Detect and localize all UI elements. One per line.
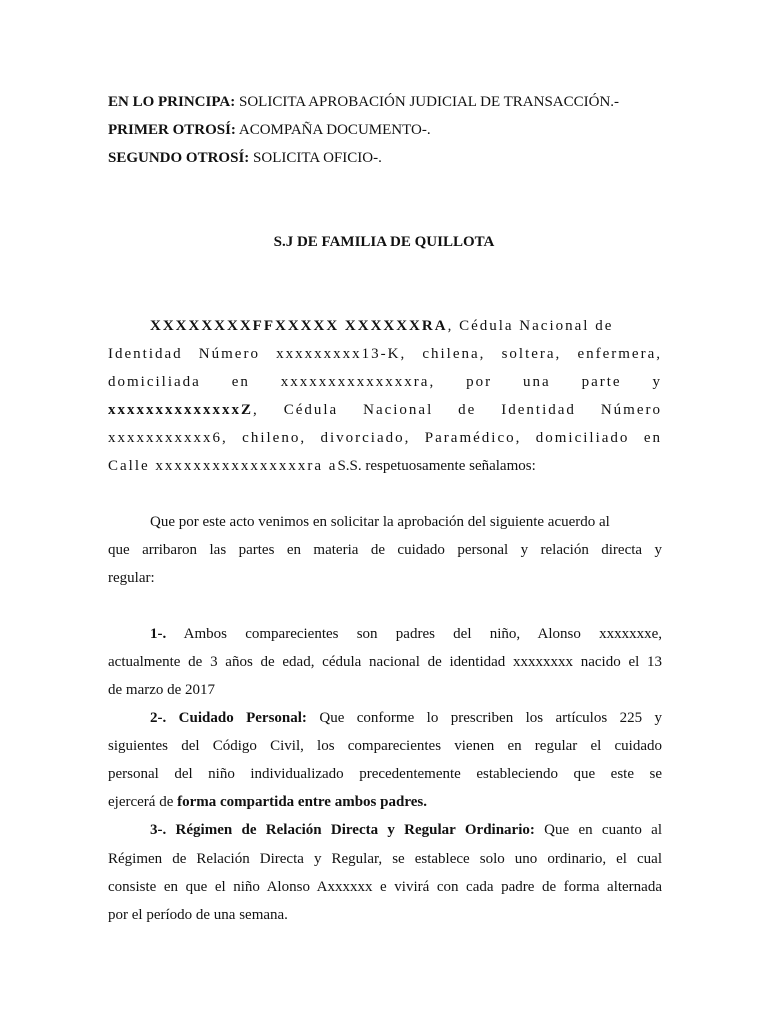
clause-2-emphasis: forma compartida entre ambos padres <box>177 794 424 810</box>
clause-2-period: . <box>423 794 427 810</box>
clause-1-line-1 <box>150 624 662 644</box>
parties-line-4 <box>108 400 662 420</box>
parties-line-4-rest: , Cédula Nacional de Identidad Número <box>253 402 662 418</box>
parties-line-3: domiciliada en xxxxxxxxxxxxxxra, por una parte y <box>108 374 662 390</box>
clause-1-line-3: de marzo de 2017 <box>108 682 216 698</box>
header-otrosi-2 <box>108 148 662 168</box>
clause-3-line-3: consiste en que el niño Alonso Axxxxxx e vivirá con cada padre de forma alternada <box>108 879 662 895</box>
intro-line-3: regular: <box>108 570 155 586</box>
parties-line-1-rest: , Cédula Nacional de <box>447 318 614 334</box>
principal-label: EN LO PRINCIPA: <box>108 94 236 110</box>
header-principal <box>108 92 662 112</box>
otrosi2-text: SOLICITA OFICIO-. <box>253 150 382 166</box>
clause-2-line-2: siguientes del Código Civil, los comparecientes vienen en regular el cuidado <box>108 738 662 754</box>
clause-1-number: 1-. <box>150 626 167 642</box>
clause-3-title: Régimen de Relación Directa y Regular Ordinario: <box>175 822 535 838</box>
parties-line-2: Identidad Número xxxxxxxxx13-K, chilena, soltera, enfermera, <box>108 346 662 362</box>
clause-1-text-1: Ambos comparecientes son padres del niño, Alonso xxxxxxxe, <box>183 626 662 642</box>
clause-2-line-4 <box>108 792 662 812</box>
principal-text: SOLICITA APROBACIÓN JUDICIAL DE TRANSACCIÓN.- <box>238 94 620 110</box>
parties-line-6a: Calle xxxxxxxxxxxxxxxxra a <box>108 458 338 474</box>
otrosi2-label: SEGUNDO OTROSÍ: <box>108 150 250 166</box>
party1-name: XXXXXXXXFFXXXXX XXXXXXRA <box>150 318 448 334</box>
otrosi1-text: ACOMPAÑA DOCUMENTO-. <box>238 122 431 138</box>
parties-line-5: xxxxxxxxxxx6, chileno, divorciado, Paramédico, domiciliado en <box>108 430 662 446</box>
clause-2-title: Cuidado Personal: <box>178 710 307 726</box>
clause-3-line-2: Régimen de Relación Directa y Regular, se establece solo uno ordinario, el cual <box>108 851 662 867</box>
clause-3-line-1 <box>150 820 662 840</box>
clause-2-number: 2-. <box>150 710 167 726</box>
parties-line-6 <box>108 456 662 476</box>
header-otrosi-1 <box>108 120 662 140</box>
otrosi1-label: PRIMER OTROSÍ: <box>108 122 236 138</box>
clause-3-number: 3-. <box>150 822 167 838</box>
intro-line-2: que arribaron las partes en materia de cuidado personal y relación directa y <box>108 542 662 558</box>
clause-2-text-4a: ejercerá de <box>108 794 174 810</box>
court-title: S.J DE FAMILIA DE QUILLOTA <box>273 234 495 250</box>
clause-2-line-3: personal del niño individualizado precedentemente estableciendo que este se <box>108 766 662 782</box>
clause-3-text-1: Que en cuanto al <box>544 822 663 838</box>
parties-line-1 <box>150 316 662 336</box>
intro-line-1: Que por este acto venimos en solicitar la aprobación del siguiente acuerdo al <box>150 514 610 530</box>
clause-1-line-2: actualmente de 3 años de edad, cédula nacional de identidad xxxxxxxx nacido el 13 <box>108 654 662 670</box>
clause-2-text-1: Que conforme lo prescriben los artículos 225 y <box>319 710 663 726</box>
parties-line-6b: S.S. respetuosamente señalamos: <box>337 458 536 474</box>
clause-2-line-1 <box>150 708 662 728</box>
clause-3-line-4: por el período de una semana. <box>108 907 288 923</box>
party2-name: xxxxxxxxxxxxxxZ <box>108 402 254 418</box>
